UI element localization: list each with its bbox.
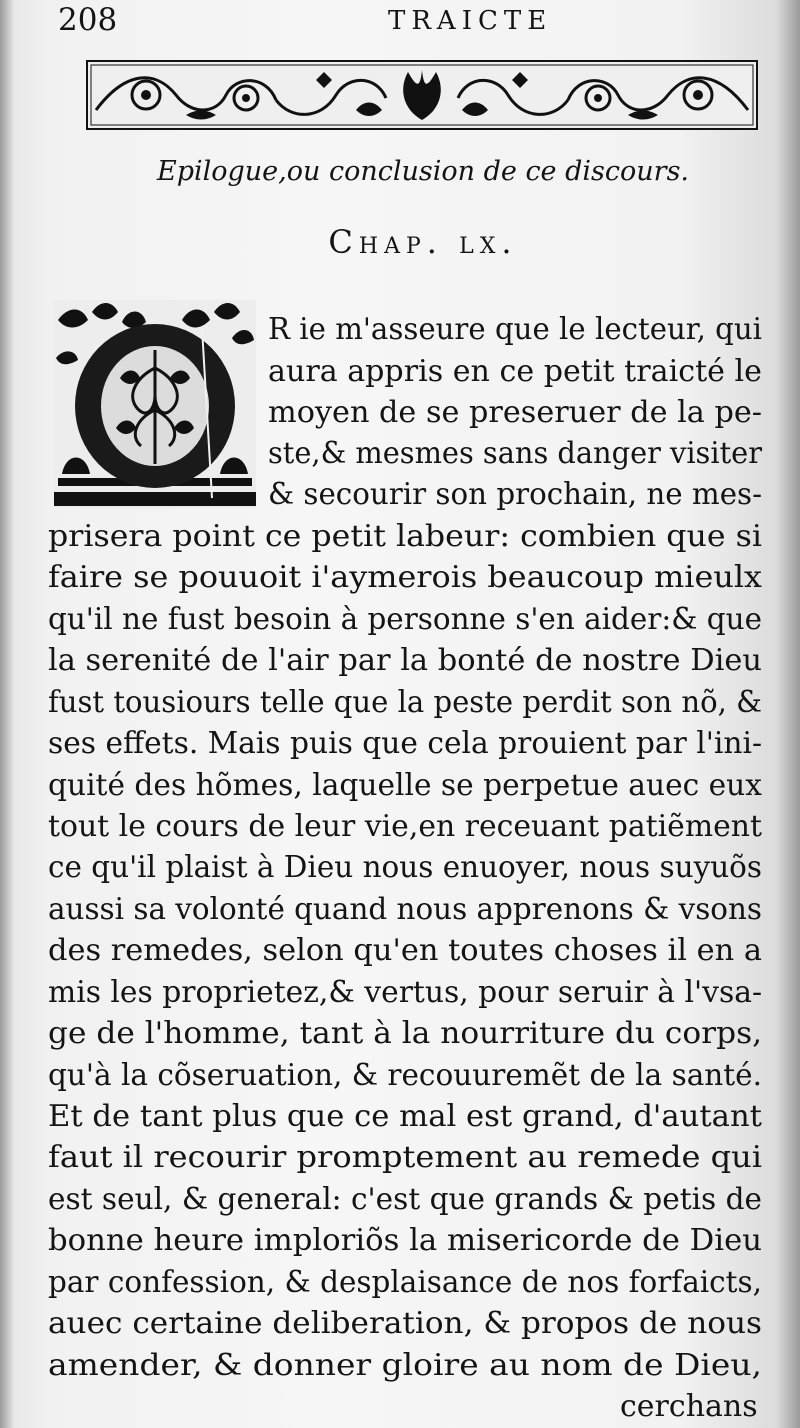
chapter-title: Epilogue,ou conclusion de ce discours. (156, 156, 690, 187)
text-line: qu'il ne fust besoin à personne s'en aider:& que (48, 602, 762, 637)
text-line: amender, & donner gloire au nom de Dieu, (48, 1348, 762, 1383)
text-line: ste,& mesmes sans danger visiter (268, 436, 762, 471)
text-line: R ie m'asseure que le lecteur, qui (268, 312, 762, 347)
text-line: tout le cours de leur vie,en receuant patiẽment (48, 809, 762, 844)
text-line: par confession, & desplaisance de nos forfaicts, (48, 1265, 762, 1300)
text-line: faut il recourir promptement au remede qui (48, 1140, 762, 1175)
text-line: fust tousiours telle que la peste perdit son nõ, & (48, 685, 762, 720)
text-line: & secourir son prochain, ne mes- (268, 477, 762, 512)
text-line: prisera point ce petit labeur: combien que si (48, 519, 762, 554)
text-line: quité des hõmes, laquelle se perpetue auec eux (48, 768, 762, 803)
text-line: qu'à la cõseruation, & recouuremẽt de la santé. (48, 1058, 762, 1093)
text-line: aussi sa volonté quand nous apprenons & vsons (48, 892, 762, 927)
text-line: ses effets. Mais puis que cela prouient par l'ini- (48, 726, 762, 761)
page-number: 208 (58, 2, 118, 38)
text-line: des remedes, selon qu'en toutes choses il en a (48, 933, 762, 968)
ornamental-headpiece (86, 60, 758, 130)
text-line: bonne heure imploriõs la misericorde de Dieu (48, 1223, 763, 1258)
text-line: faire se pouuoit i'aymerois beaucoup mieulx (48, 560, 762, 595)
text-line: Et de tant plus que ce mal est grand, d'autant (48, 1099, 763, 1134)
catchword: cerchans (620, 1389, 758, 1424)
text-line: ge de l'homme, tant à la nourriture du corps, (48, 1016, 762, 1051)
text-line: est seul, & general: c'est que grands & petis de (48, 1182, 762, 1217)
gutter-shadow (0, 0, 14, 1428)
text-line: moyen de se preseruer de la pe- (268, 395, 762, 430)
text-line: mis les proprietez,& vertus, pour seruir à l'vsa- (48, 975, 762, 1010)
text-line: aura appris en ce petit traicté le (268, 354, 762, 389)
running-head: TRAICTE (388, 6, 553, 36)
page-header (58, 0, 758, 42)
ornamental-initial (52, 298, 258, 510)
chapter-number: Chap. lx. (328, 223, 518, 261)
text-line: auec certaine deliberation, & propos de nous (48, 1306, 762, 1341)
text-line: ce qu'il plaist à Dieu nous enuoyer, nous suyuõs (48, 850, 762, 885)
text-line: la serenité de l'air par la bonté de nostre Dieu (48, 643, 762, 678)
